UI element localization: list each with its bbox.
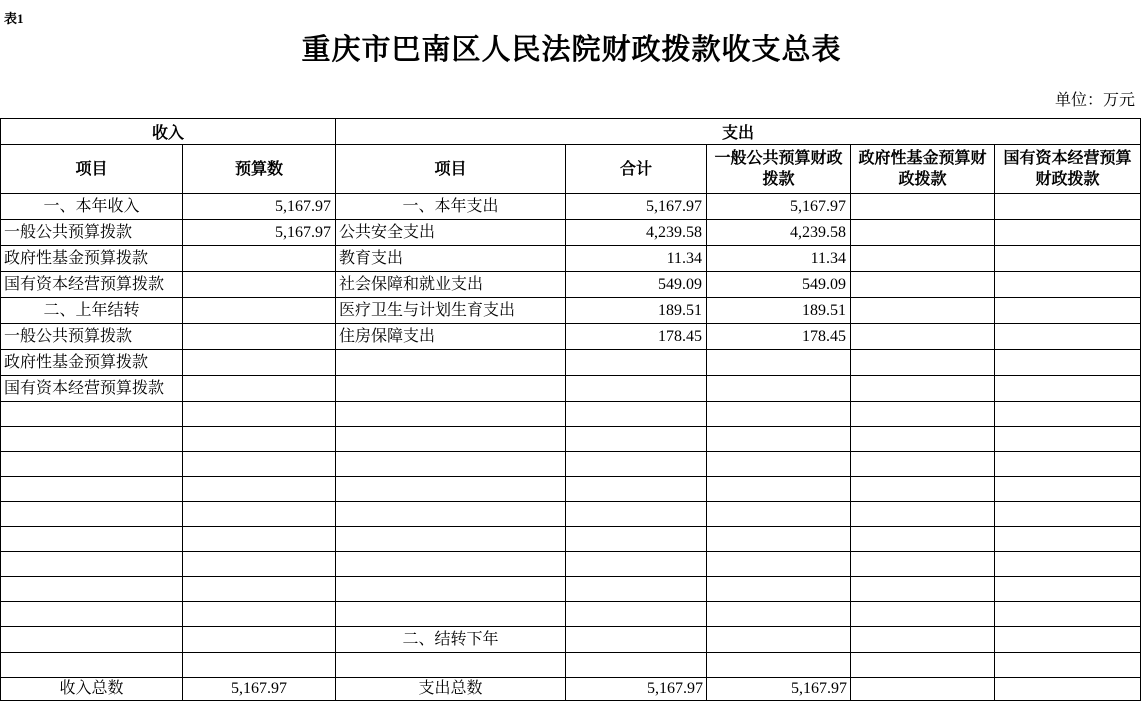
cell — [851, 402, 995, 427]
table-row — [1, 577, 1141, 602]
cell — [566, 477, 707, 502]
cell — [183, 653, 336, 678]
cell: 4,239.58 — [566, 220, 707, 246]
cell — [995, 477, 1141, 502]
col-header-government-fund-budget: 政府性基金预算财政拨款 — [851, 145, 995, 194]
cell — [183, 577, 336, 602]
cell: 178.45 — [566, 324, 707, 350]
cell — [707, 577, 851, 602]
cell — [995, 452, 1141, 477]
cell — [707, 452, 851, 477]
table-row — [1, 502, 1141, 527]
table-row — [1, 298, 1141, 324]
cell: 11.34 — [707, 246, 851, 272]
cell — [1, 427, 183, 452]
table-row-totals — [1, 678, 1141, 701]
cell: 5,167.97 — [707, 194, 851, 220]
cell — [183, 246, 336, 272]
cell — [995, 627, 1141, 653]
cell: 国有资本经营预算拨款 — [1, 272, 183, 298]
income-section-header: 收入 — [1, 119, 336, 145]
cell — [566, 427, 707, 452]
cell — [707, 477, 851, 502]
cell — [183, 272, 336, 298]
expenditure-total-general-public: 5,167.97 — [707, 678, 851, 701]
cell — [1, 402, 183, 427]
cell — [851, 427, 995, 452]
cell: 政府性基金预算拨款 — [1, 246, 183, 272]
cell: 医疗卫生与计划生育支出 — [336, 298, 566, 324]
cell — [851, 324, 995, 350]
cell — [995, 653, 1141, 678]
cell — [566, 376, 707, 402]
cell — [707, 602, 851, 627]
table-row — [1, 527, 1141, 552]
cell — [707, 552, 851, 577]
table-row — [1, 427, 1141, 452]
expenditure-total-government-fund — [851, 678, 995, 701]
cell — [851, 602, 995, 627]
table-row — [1, 272, 1141, 298]
cell — [995, 502, 1141, 527]
cell — [995, 272, 1141, 298]
cell — [1, 653, 183, 678]
cell — [1, 477, 183, 502]
cell — [566, 602, 707, 627]
cell — [336, 527, 566, 552]
budget-table — [0, 118, 1141, 701]
cell — [336, 577, 566, 602]
cell — [183, 602, 336, 627]
table-row — [1, 452, 1141, 477]
cell: 政府性基金预算拨款 — [1, 350, 183, 376]
cell — [851, 477, 995, 502]
cell — [183, 298, 336, 324]
cell — [183, 527, 336, 552]
cell — [1, 577, 183, 602]
cell — [336, 350, 566, 376]
cell — [995, 402, 1141, 427]
table-row — [1, 627, 1141, 653]
cell — [995, 376, 1141, 402]
cell: 住房保障支出 — [336, 324, 566, 350]
cell: 549.09 — [566, 272, 707, 298]
cell — [707, 653, 851, 678]
cell: 4,239.58 — [707, 220, 851, 246]
cell — [995, 220, 1141, 246]
cell — [566, 552, 707, 577]
cell — [336, 376, 566, 402]
cell — [336, 452, 566, 477]
cell — [851, 298, 995, 324]
cell — [851, 246, 995, 272]
table-row — [1, 119, 1141, 145]
cell: 一般公共预算拨款 — [1, 324, 183, 350]
cell — [183, 627, 336, 653]
cell — [336, 653, 566, 678]
table-row — [1, 552, 1141, 577]
table-row — [1, 653, 1141, 678]
cell — [566, 452, 707, 477]
col-header-expenditure-item: 项目 — [336, 145, 566, 194]
cell — [995, 298, 1141, 324]
col-header-budget-amount: 预算数 — [183, 145, 336, 194]
cell — [1, 627, 183, 653]
cell — [336, 427, 566, 452]
cell — [566, 653, 707, 678]
income-total-label: 收入总数 — [1, 678, 183, 701]
cell: 189.51 — [566, 298, 707, 324]
cell — [851, 627, 995, 653]
cell: 189.51 — [707, 298, 851, 324]
cell — [183, 324, 336, 350]
sheet-label: 表1 — [4, 11, 24, 26]
table-row — [1, 350, 1141, 376]
cell — [183, 502, 336, 527]
cell — [995, 527, 1141, 552]
cell: 5,167.97 — [183, 194, 336, 220]
cell — [707, 627, 851, 653]
cell — [183, 452, 336, 477]
cell — [851, 376, 995, 402]
cell: 一般公共预算拨款 — [1, 220, 183, 246]
cell — [851, 552, 995, 577]
cell: 5,167.97 — [183, 220, 336, 246]
cell — [336, 502, 566, 527]
cell — [851, 350, 995, 376]
cell — [851, 502, 995, 527]
cell: 国有资本经营预算拨款 — [1, 376, 183, 402]
cell — [566, 627, 707, 653]
cell — [995, 324, 1141, 350]
col-header-income-item: 项目 — [1, 145, 183, 194]
col-header-general-public-budget: 一般公共预算财政拨款 — [707, 145, 851, 194]
cell — [995, 246, 1141, 272]
expenditure-section-header: 支出 — [336, 119, 1141, 145]
cell — [851, 194, 995, 220]
cell: 二、上年结转 — [1, 298, 183, 324]
table-row — [1, 145, 1141, 194]
cell — [851, 653, 995, 678]
table-row — [1, 220, 1141, 246]
expenditure-total-label: 支出总数 — [336, 678, 566, 701]
table-row — [1, 402, 1141, 427]
cell — [566, 577, 707, 602]
cell — [183, 376, 336, 402]
cell — [995, 602, 1141, 627]
cell — [707, 350, 851, 376]
cell — [566, 502, 707, 527]
cell: 二、结转下年 — [336, 627, 566, 653]
cell — [995, 552, 1141, 577]
cell: 社会保障和就业支出 — [336, 272, 566, 298]
cell — [707, 527, 851, 552]
cell: 5,167.97 — [566, 194, 707, 220]
table-row — [1, 194, 1141, 220]
cell — [336, 477, 566, 502]
cell — [336, 402, 566, 427]
cell: 一、本年支出 — [336, 194, 566, 220]
cell: 549.09 — [707, 272, 851, 298]
table-row — [1, 376, 1141, 402]
col-header-total: 合计 — [566, 145, 707, 194]
cell: 11.34 — [566, 246, 707, 272]
cell: 178.45 — [707, 324, 851, 350]
table-row — [1, 477, 1141, 502]
cell — [707, 427, 851, 452]
cell — [183, 477, 336, 502]
cell — [183, 427, 336, 452]
cell — [566, 350, 707, 376]
unit-label: 单位：万元 — [1054, 92, 1135, 109]
cell: 一、本年收入 — [1, 194, 183, 220]
cell — [851, 272, 995, 298]
cell — [183, 402, 336, 427]
income-total-value: 5,167.97 — [183, 678, 336, 701]
cell — [336, 602, 566, 627]
cell — [1, 602, 183, 627]
cell — [336, 552, 566, 577]
cell — [851, 577, 995, 602]
table-row — [1, 602, 1141, 627]
cell — [995, 427, 1141, 452]
cell — [1, 452, 183, 477]
cell: 公共安全支出 — [336, 220, 566, 246]
cell — [1, 502, 183, 527]
col-header-state-capital-budget: 国有资本经营预算财政拨款 — [995, 145, 1141, 194]
table-row — [1, 324, 1141, 350]
expenditure-total-state-capital — [995, 678, 1141, 701]
cell — [851, 220, 995, 246]
cell — [707, 502, 851, 527]
cell — [183, 350, 336, 376]
cell — [566, 527, 707, 552]
page-title: 重庆市巴南区人民法院财政拨款收支总表 — [301, 34, 842, 66]
table-row — [1, 246, 1141, 272]
cell — [851, 452, 995, 477]
cell — [995, 350, 1141, 376]
cell — [707, 376, 851, 402]
cell — [851, 527, 995, 552]
expenditure-total-value: 5,167.97 — [566, 678, 707, 701]
cell — [707, 402, 851, 427]
cell — [566, 402, 707, 427]
cell — [183, 552, 336, 577]
cell — [1, 527, 183, 552]
cell — [995, 577, 1141, 602]
cell — [995, 194, 1141, 220]
cell: 教育支出 — [336, 246, 566, 272]
cell — [1, 552, 183, 577]
